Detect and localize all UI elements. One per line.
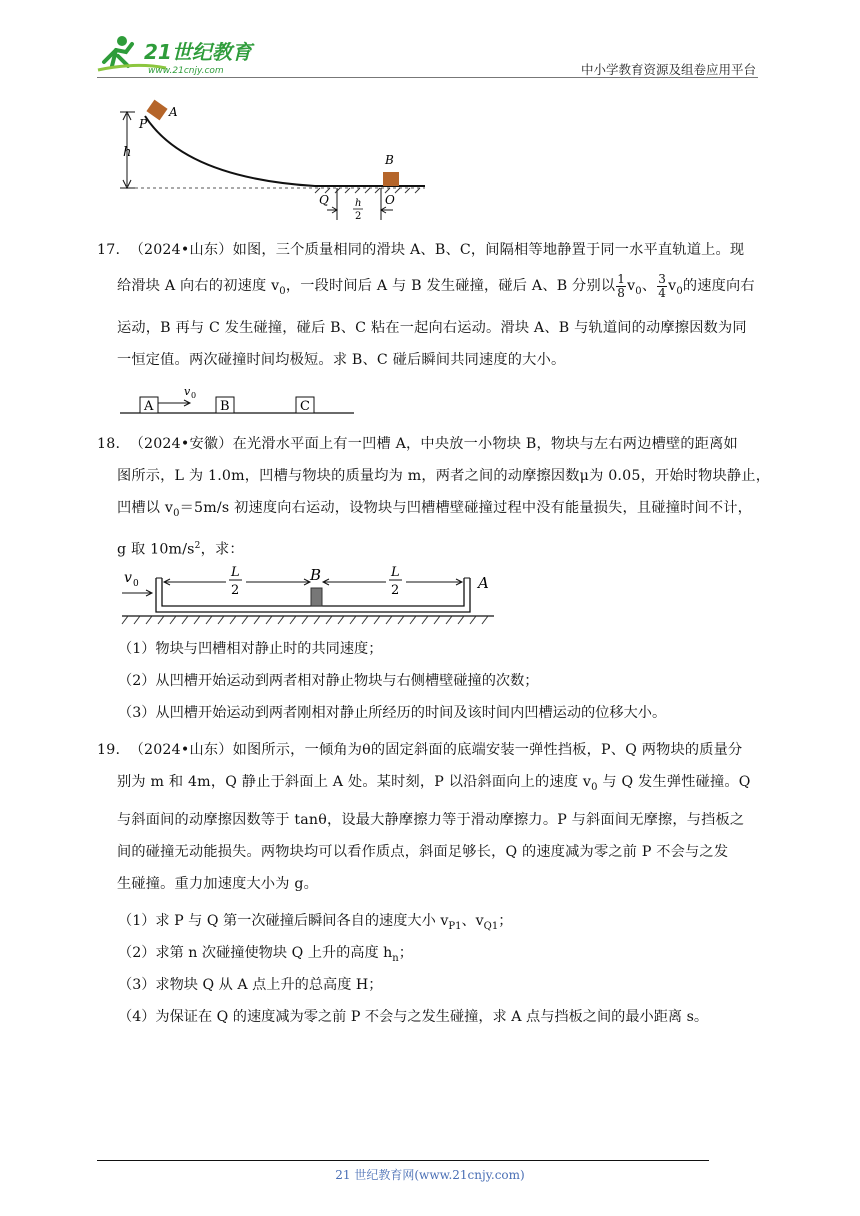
header-divider [97, 77, 758, 78]
logo-url: www.21cnjy.com [148, 66, 224, 76]
q18-sub2: （2）从凹槽开始运动到两者相对静止物块与右侧槽壁碰撞的次数； [118, 673, 539, 689]
figure-curved-track [115, 98, 435, 220]
svg-text:B: B [310, 566, 322, 584]
svg-text:0: 0 [133, 579, 139, 589]
label-P: P [139, 117, 148, 131]
question-19: 19. （2024•山东）如图所示，一倾角为θ的固定斜面的底端安装一弹性挡板，P、Q 两物块的质量分 别为 m 和 4m，Q 静止于斜面上 A 处。某时刻，P 以沿斜面向上的速度 $v_0$ 与 Q 发生弹性碰撞。Q 与斜面间的动摩擦因数等于 tanθ，设最大静摩擦力等于滑动摩擦力。P 与斜面间无摩擦，与挡板之 间的碰撞无动能损失。两物块均可以看作质点，斜面足够长，Q 的速度减为零之前 P 不会与之发 生碰撞。重力加速度大小为 g。 [97, 742, 751, 892]
svg-text:A: A [478, 574, 489, 592]
label-Q: Q [319, 193, 329, 207]
footer-divider [97, 1160, 709, 1161]
svg-text:v: v [124, 570, 132, 586]
svg-text:C: C [300, 399, 310, 414]
q17-number: 17. [97, 242, 121, 258]
site-logo [96, 32, 266, 78]
label-half-den: 2 [355, 211, 362, 220]
q17-line4: 一恒定值。两次碰撞时间均极短。求 B、C 碰后瞬间共同速度的大小。 [117, 351, 566, 368]
question-18: 18. （2024•安徽）在光滑水平面上有一凹槽 A，中央放一小物块 B，物块与左右两边槽壁的距离如 图所示，L 为 1.0m，凹槽与物块的质量均为 m，两者之间的动摩擦因数μ为 0.05，开始时物块静止， 凹槽以 $v_0=5m/s$ 初速度向右运动，设物块与凹槽槽壁碰撞过程中没有能量损失，且碰撞时间不计， g 取 $10m/s^2$，求： [97, 436, 771, 558]
svg-text:B: B [220, 399, 230, 414]
q19-sub1: （1）求 P 与 Q 第一次碰撞后瞬间各自的速度大小 $v_{P1}$、$v_{Q1}$； [118, 913, 513, 932]
label-half-num: h [355, 198, 362, 209]
svg-text:2: 2 [391, 583, 400, 598]
q18-sub3: （3）从凹槽开始运动到两者刚相对静止所经历的时间及该时间内凹槽运动的位移大小。 [118, 705, 667, 721]
question-17: 17. （2024•山东）如图，三个质量相同的滑块 A、B、C，间隔相等地静置于同一水平直轨道上。现 给滑块 A 向右的初速度 $v_0$，一段时间后 A 与 B 发生碰撞，碰后 A、B 分别以 $\frac{1}{8}$ $v_0$、 $\frac{3}{4}$ $v_0$的速度向右 运动，B 再与 C 发生碰撞，碰后 B、C 粘在一起向右运动。滑块 A、B 与轨道间的动摩擦因数为同 一恒定值。两次碰撞时间均极短。求 B、C 碰后瞬间共同速度的大小。 [97, 242, 755, 368]
header-platform-text: 中小学教育资源及组卷应用平台 [580, 62, 756, 77]
figure-three-blocks [118, 385, 358, 417]
svg-text:L: L [231, 565, 240, 580]
svg-text:L: L [391, 565, 400, 580]
q17-line3: 运动，B 再与 C 发生碰撞，碰后 B、C 粘在一起向右运动。滑块 A、B 与轨道间的动摩擦因数为同 [117, 319, 747, 336]
label-A: A [169, 105, 178, 119]
svg-text:A: A [144, 399, 154, 414]
q17-line1: 如图，三个质量相同的滑块 A、B、C，间隔相等地静置于同一水平直轨道上。现 [232, 242, 745, 258]
q19-sub4: （4）为保证在 Q 的速度减为零之前 P 不会与之发生碰撞，求 A 点与挡板之间的最小距离 s。 [118, 1009, 709, 1025]
label-B: B [385, 153, 394, 167]
fraction-one-eighth: $\frac{1}{8}$ [617, 271, 626, 300]
q19-sub3: （3）求物块 Q 从 A 点上升的总高度 H； [118, 977, 383, 993]
footer-link[interactable]: 21 世纪教育网(www.21cnjy.com) [335, 1168, 525, 1182]
label-O: O [385, 193, 395, 207]
label-h: h [123, 145, 132, 160]
fraction-three-quarters: $\frac{3}{4}$ [658, 271, 667, 300]
q19-sub2: （2）求第 n 次碰撞使物块 Q 上升的高度 $h_n$； [118, 945, 413, 964]
logo-text: 21世纪教育 [144, 40, 252, 64]
q18-sub1: （1）物块与凹槽相对静止时的共同速度； [118, 641, 383, 657]
q17-source: （2024•山东） [129, 242, 233, 258]
svg-text:0: 0 [191, 391, 197, 400]
figure-groove [118, 560, 498, 628]
svg-text:2: 2 [231, 583, 240, 598]
svg-text:v: v [184, 385, 191, 398]
